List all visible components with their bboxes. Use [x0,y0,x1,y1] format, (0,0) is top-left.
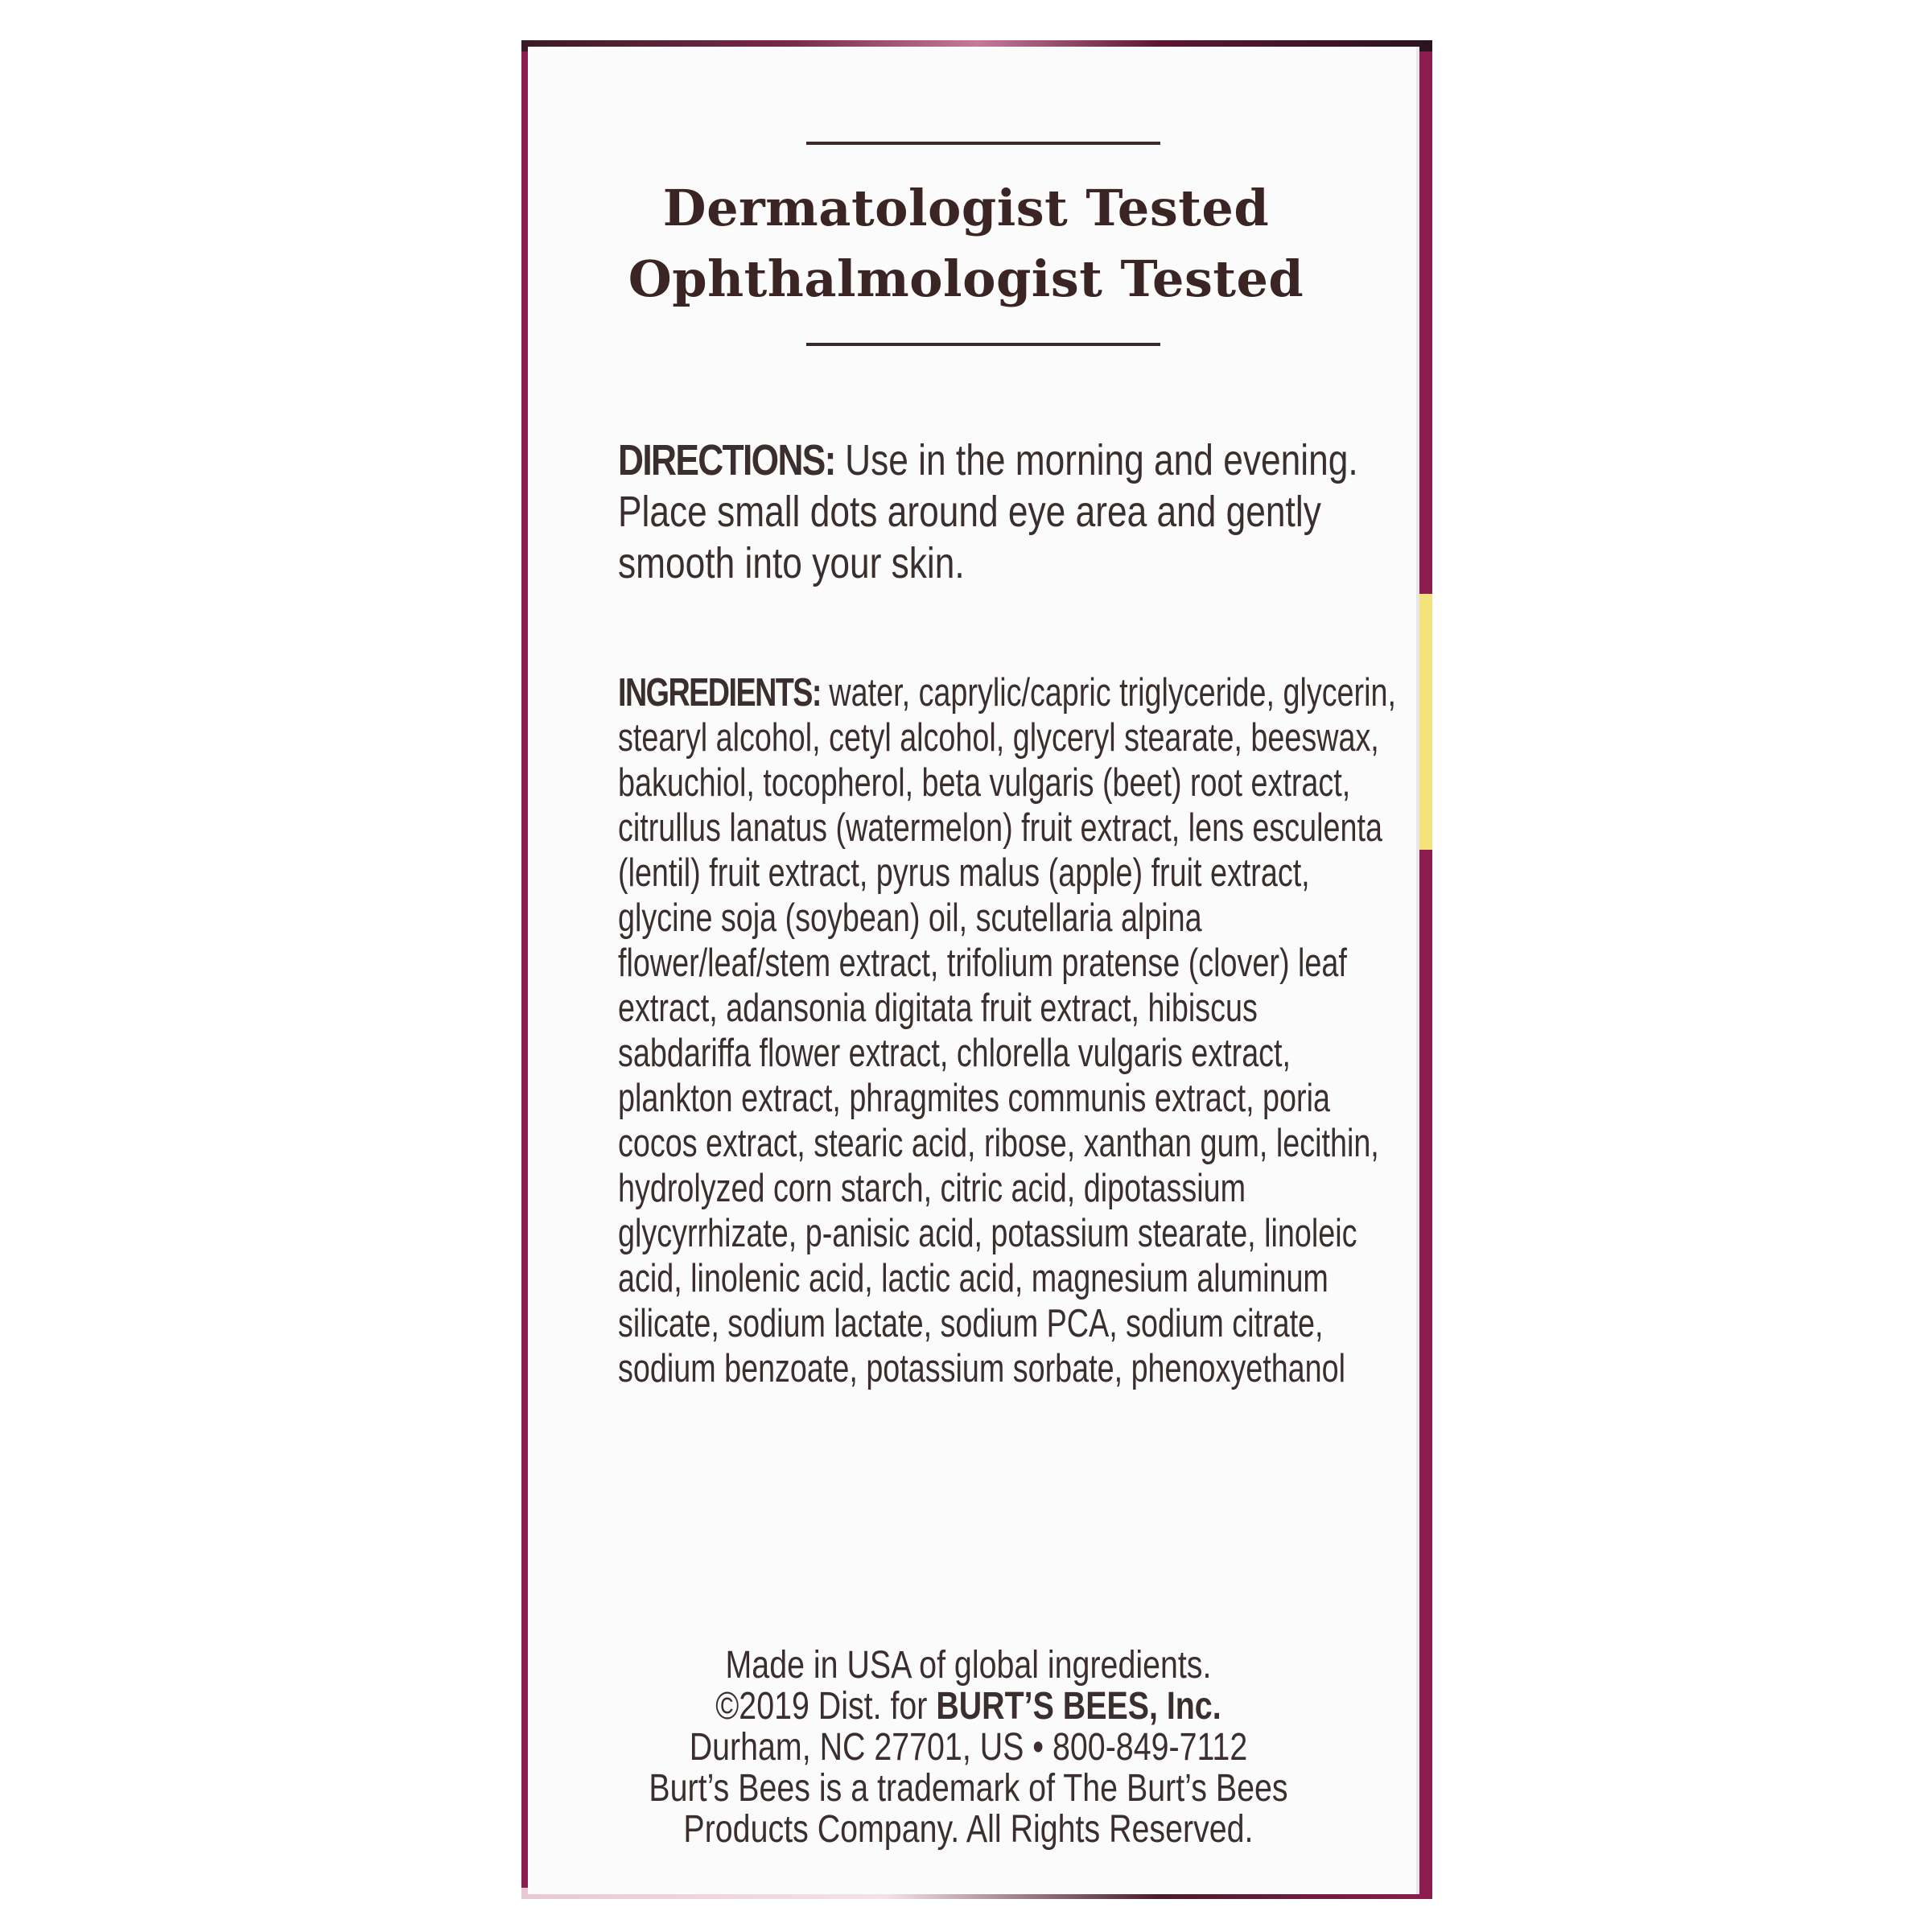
ingredients-line: extract, adansonia digitata fruit extract, hibiscus [618,987,1258,1030]
ingredients-line: sodium benzoate, potassium sorbate, phenoxyethanol [618,1347,1346,1390]
ingredients-line: silicate, sodium lactate, sodium PCA, sodium citrate, [618,1302,1324,1345]
directions-line: smooth into your skin. [618,539,965,587]
directions-line: Place small dots around eye area and gently [618,488,1321,536]
ingredients-line: flower/leaf/stem extract, trifolium pratense (clover) leaf [618,941,1347,985]
directions-line: DIRECTIONS: Use in the morning and evening. [618,436,1358,484]
dermatologist-tested-heading: Dermatologist Tested [662,179,1270,237]
ingredients-line: glycine soja (soybean) oil, scutellaria alpina [618,896,1202,940]
ingredients-line: cocos extract, stearic acid, ribose, xanthan gum, lecithin, [618,1122,1379,1165]
brand-name: BURT’S BEES, Inc. [936,1685,1221,1728]
distributor-footer [0,1645,1932,1850]
top-divider [806,142,1160,145]
trademark-line: Burt’s Bees is a trademark of The Burt’s Bees [649,1767,1288,1810]
ingredients-block [618,670,1396,1391]
ingredients-line: bakuchiol, tocopherol, beta vulgaris (beet) root extract, [618,761,1351,805]
ingredients-line: hydrolyzed corn starch, citric acid, dipotassium [618,1167,1246,1210]
ingredients-line: stearyl alcohol, cetyl alcohol, glyceryl stearate, beeswax, [618,716,1379,760]
origin-line: Made in USA of global ingredients. [725,1644,1212,1687]
ingredients-line: citrullus lanatus (watermelon) fruit extract, lens esculenta [618,806,1382,850]
rights-line: Products Company. All Rights Reserved. [683,1808,1254,1851]
ingredients-line: sabdariffa flower extract, chlorella vulgaris extract, [618,1032,1291,1075]
directions-block [618,435,1358,589]
ingredients-line: plankton extract, phragmites communis extract, poria [618,1077,1330,1120]
ingredients-line: glycyrrhizate, p-anisic acid, potassium stearate, linoleic [618,1212,1357,1255]
copyright-line: ©2019 Dist. for BURT’S BEES, Inc. [715,1685,1221,1728]
ingredients-line: INGREDIENTS: water, caprylic/capric triglyceride, glycerin, [618,671,1396,715]
ingredients-line: (lentil) fruit extract, pyrus malus (apple) fruit extract, [618,851,1310,895]
directions-label: DIRECTIONS: [618,436,835,484]
ingredients-line: acid, linolenic acid, lactic acid, magnesium aluminum [618,1257,1329,1300]
bottom-divider [806,343,1160,346]
address-line: Durham, NC 27701, US • 800-849-7112 [689,1726,1248,1769]
ingredients-label: INGREDIENTS: [618,671,821,715]
ophthalmologist-tested-heading: Ophthalmologist Tested [628,249,1304,308]
